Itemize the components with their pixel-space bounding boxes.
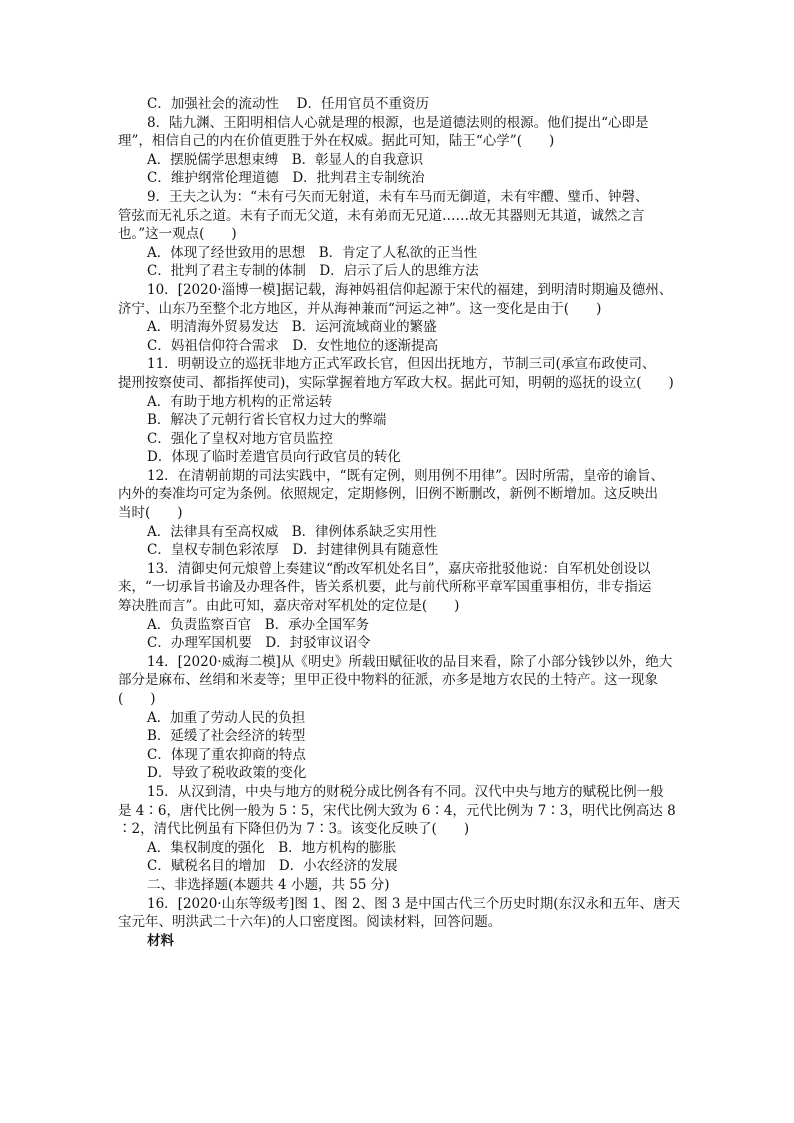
text-line: A．明清海外贸易发达 B．运河流域商业的繁盛	[147, 319, 437, 336]
text-line: 16．[2020·山东等级考]图 1、图 2、图 3 是中国古代三个历史时期(东汉永和五年、唐天	[147, 895, 681, 912]
text-line: C．赋税名目的增加 D．小农经济的发展	[147, 858, 398, 875]
text-line: C．皇权专制色彩浓厚 D．封建律例具有随意性	[147, 542, 439, 559]
text-line: C．强化了皇权对地方官员监控	[147, 430, 333, 447]
text-line: 管弦而无礼乐之道。未有子而无父道，未有弟而无兄道……故无其器则无其道，诚然之言	[118, 207, 645, 224]
text-line: 筹决胜而言”。由此可知，嘉庆帝对军机处的定位是( )	[118, 598, 460, 615]
text-line: A．集权制度的强化 B．地方机构的膨胀	[147, 839, 397, 856]
text-line: C．批判了君主专制的体制 D．启示了后人的思维方法	[147, 263, 479, 280]
text-line: B．解决了元朝行省长官权力过大的弊端	[147, 412, 387, 429]
text-line: A．体现了经世致用的思想 B．肯定了人私欲的正当性	[147, 244, 478, 261]
text-line: A．摆脱儒学思想束缚 B．彰显人的自我意识	[147, 151, 424, 168]
text-line: 内外的奏准均可定为条例。依照规定，定期修例，旧例不断删改，新例不断增加。这反映出	[118, 486, 658, 503]
text-line: 济宁、山东乃至整个北方地区，并从海神兼而“河运之神”。这一变化是由于( )	[118, 300, 602, 317]
text-line: 10．[2020·淄博一模]据记载，海神妈祖信仰起源于宋代的福建，到明清时期遍及德州、	[147, 281, 673, 298]
text-line: 理”，相信自己的内在价值更胜于外在权威。据此可知，陆王“心学”( )	[118, 133, 555, 150]
text-line: 14．[2020·威海二模]从《明史》所载田赋征收的品目来看，除了小部分钱钞以外，绝大	[147, 653, 673, 670]
text-line: ( )	[118, 691, 156, 707]
text-line: A．加重了劳动人民的负担	[147, 709, 306, 726]
text-line: 部分是麻布、丝绢和米麦等；里甲正役中物料的征派，亦多是地方农民的土特产。这一现象	[118, 672, 658, 689]
text-line: A．负责监察百官 B．承办全国军务	[147, 616, 370, 633]
text-line: 13．清御史何元烺曾上奏建议“酌改军机处名目”，嘉庆帝批驳他说：自军机处创设以	[147, 560, 651, 577]
text-line: 也。”这一观点( )	[118, 226, 237, 243]
text-line: 11．明朝设立的巡抚非地方正式军政长官，但因出抚地方，节制三司(承宣布政使司、	[147, 356, 656, 373]
text-line: C．办理军国机要 D．封驳审议诏令	[147, 635, 371, 652]
text-line: C．妈祖信仰符合需求 D．女性地位的逐渐提高	[147, 337, 439, 354]
text-line: 9．王夫之认为：“未有弓矢而无射道，未有车马而无御道，未有牢醴、璧币、钟磬、	[147, 188, 649, 205]
text-line: D．导致了税收政策的变化	[147, 765, 307, 782]
text-line: ∶2，清代比例虽有下降但仍为 7∶3。该变化反映了( )	[118, 821, 470, 838]
text-line: D．体现了临时差遣官员向行政官员的转化	[147, 449, 401, 466]
text-line: 8．陆九渊、王阳明相信人心就是理的根源，也是道德法则的根源。他们提出“心即是	[147, 114, 649, 131]
text-line: B．延缓了社会经济的转型	[147, 728, 306, 745]
text-line: 二、非选择题(本题共 4 小题，共 55 分)	[147, 876, 390, 893]
text-line: 15．从汉到清，中央与地方的财税分成比例各有不同。汉代中央与地方的赋税比例一般	[147, 783, 664, 800]
text-line: 提刑按察使司、都指挥使司)，实际掌握着地方军政大权。据此可知，明朝的巡抚的设立( )	[118, 374, 674, 391]
text-line: C．维护纲常伦理道德 D．批判君主专制统治	[147, 170, 425, 187]
text-line: A．有助于地方机构的正常运转	[147, 393, 333, 410]
text-line: 材料	[147, 932, 174, 949]
question-list	[118, 95, 681, 950]
text-line: 是 4∶6，唐代比例一般为 5∶5，宋代比例大致为 6∶4，元代比例为 7∶3，明代比例高达 8	[118, 802, 676, 819]
text-line: 12．在清朝前期的司法实践中，“既有定例，则用例不用律”。因时所需，皇帝的谕旨、	[147, 467, 664, 484]
text-line: C．加强社会的流动性 D．任用官员不重资历	[147, 96, 429, 112]
text-line: 来，“一切承旨书谕及办理各件，皆关系机要，此与前代所称平章军国重事相仿，非专指运	[118, 579, 652, 596]
text-line: A．法律具有至高权威 B．律例体系缺乏实用性	[147, 523, 437, 540]
text-line: 当时( )	[118, 505, 183, 522]
text-line: C．体现了重农抑商的特点	[147, 746, 306, 763]
text-line: 宝元年、明洪武二十六年)的人口密度图。阅读材料，回答问题。	[118, 914, 502, 931]
